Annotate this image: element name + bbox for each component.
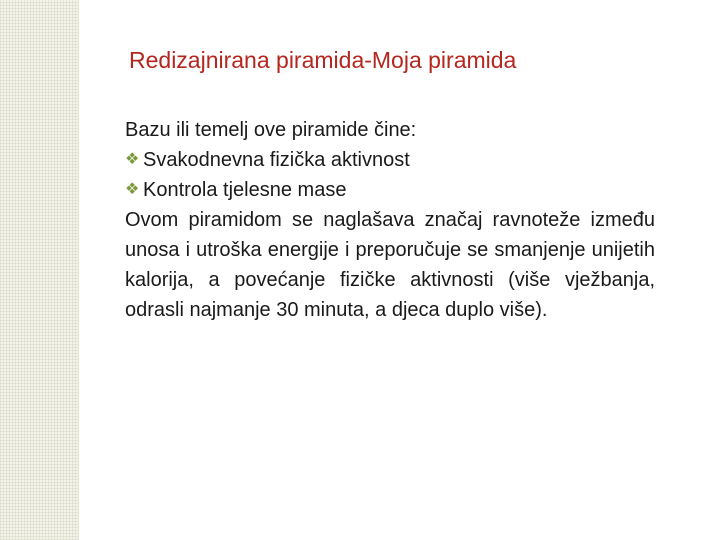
- bullet-text: Svakodnevna fizička aktivnost: [143, 149, 410, 171]
- decorative-left-band: [0, 0, 79, 540]
- body-paragraph: Ovom piramidom se naglašava značaj ravnoteže između unosa i utroška energije i preporučuje se smanjenje unijetih kalorija, a povećanje fizičke aktivnosti (više vježbanja, odrasli najmanje 30 minuta, a djeca duplo više).: [125, 209, 655, 321]
- diamond-bullet-icon: ❖: [125, 151, 140, 168]
- intro-text: Bazu ili temelj ove piramide čine:: [125, 119, 417, 141]
- bullet-item: [125, 175, 655, 205]
- bullet-text: Kontrola tjelesne mase: [143, 179, 347, 201]
- bullet-item: [125, 145, 655, 175]
- slide-title: Redizajnirana piramida-Moja piramida: [129, 47, 517, 73]
- slide-content: [125, 115, 655, 325]
- diamond-bullet-icon: ❖: [125, 181, 140, 198]
- decorative-band-edge: [78, 0, 79, 540]
